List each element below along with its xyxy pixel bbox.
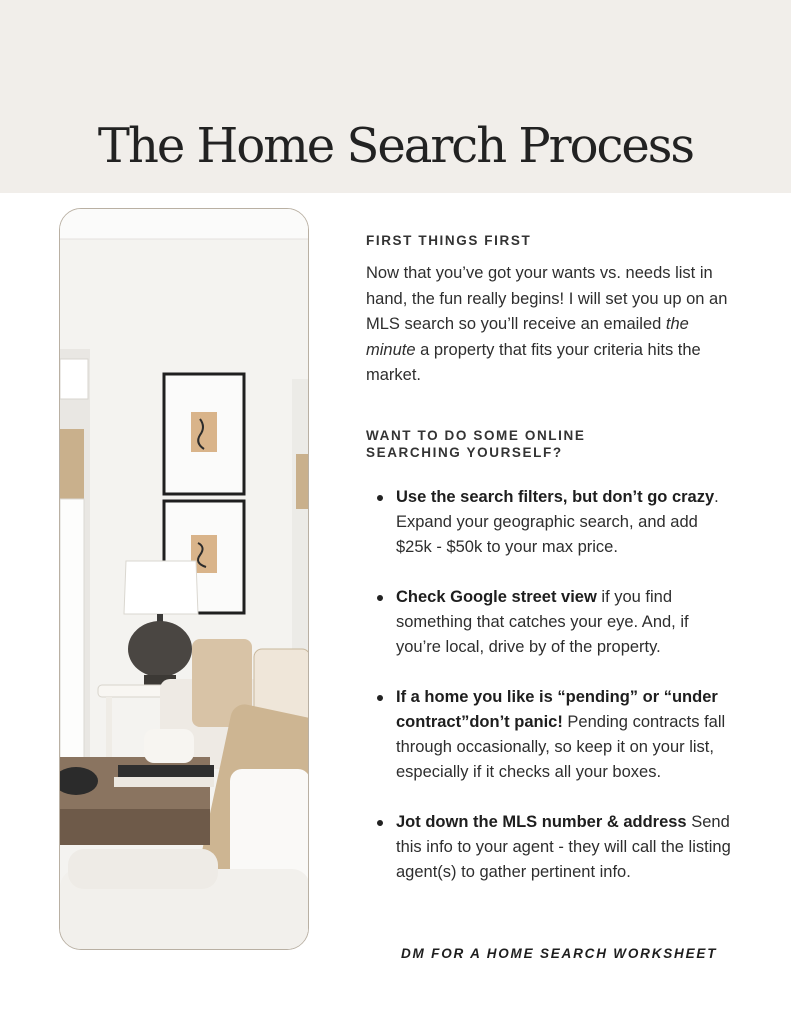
intro-paragraph	[366, 261, 736, 389]
tip-text: Send this info to your agent - they will call the listing agent(s) to gather pertinent info.	[396, 812, 731, 881]
list-item	[366, 485, 736, 560]
intro-text-a: Now that you’ve got your wants vs. needs list in hand, the fun really begins! I will set you up on an MLS search so you’ll receive an emailed	[366, 264, 728, 333]
call-to-action: DM FOR A HOME SEARCH WORKSHEET	[401, 946, 718, 961]
living-room-photo	[59, 208, 309, 950]
list-item	[366, 685, 736, 785]
bullet-icon	[377, 595, 383, 601]
list-item	[366, 585, 736, 660]
tip-bold: If a home you like is “pending” or “under contract”don’t panic!	[396, 687, 718, 731]
section-heading-online-search: WANT TO DO SOME ONLINE SEARCHING YOURSELF?	[366, 427, 586, 460]
tip-text: . Expand your geographic search, and add $25k - $50k to your max price.	[396, 487, 719, 556]
content-column	[366, 232, 736, 910]
tip-bold: Jot down the MLS number & address	[396, 812, 687, 831]
tips-list	[366, 485, 736, 885]
bullet-icon	[377, 820, 383, 826]
list-item	[366, 810, 736, 885]
tip-bold: Check Google street view	[396, 587, 597, 606]
page-title: The Home Search Process	[97, 118, 694, 174]
tip-bold: Use the search filters, but don’t go crazy	[396, 487, 715, 506]
bullet-icon	[377, 495, 383, 501]
tip-text: Pending contracts fall through occasionally, so keep it on your list, especially if it checks all your boxes.	[396, 712, 726, 781]
intro-text-b: a property that fits your criteria hits the market.	[366, 340, 701, 384]
tip-text: if you find something that catches your eye. And, if you’re local, drive by of the property.	[396, 587, 689, 656]
section-heading-first-things: FIRST THINGS FIRST	[366, 233, 532, 248]
bullet-icon	[377, 695, 383, 701]
living-room-illustration	[60, 209, 309, 950]
intro-emphasis: the minute	[366, 315, 689, 359]
